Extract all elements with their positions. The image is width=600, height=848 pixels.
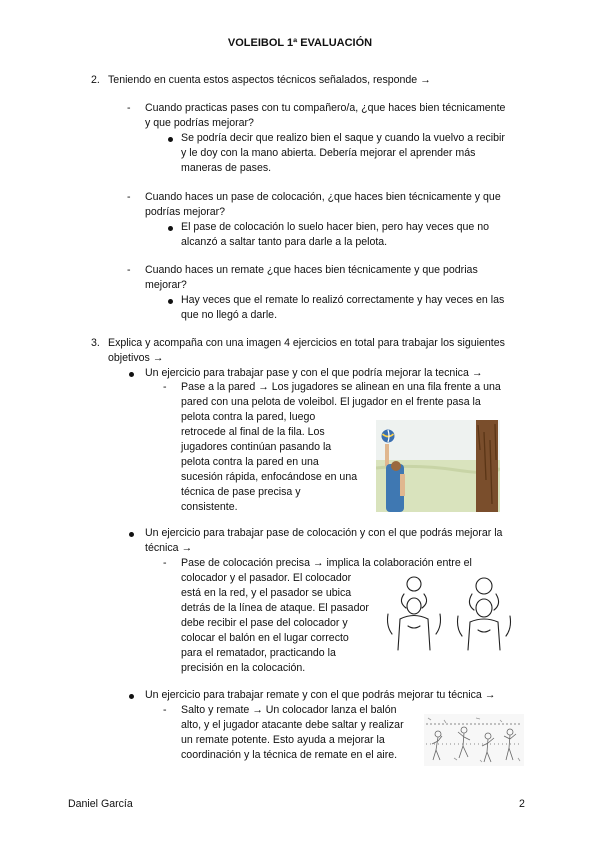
exercise-heading: técnica → — [145, 542, 193, 554]
footer-author: Daniel García — [68, 798, 133, 810]
question-number: 3. — [91, 337, 100, 349]
dash-bullet: - — [127, 102, 131, 114]
answer-text: Se podría decir que realizo bien el saque y cuando la vuelvo a recibir — [181, 132, 505, 144]
answer-text: Hay veces que el remate lo realizó correctamente y hay veces en las — [181, 294, 505, 306]
dash-bullet: - — [127, 191, 131, 203]
exercise-text: coordinación y la técnica de remate en el aire. — [181, 749, 398, 761]
bullet-dot — [168, 137, 173, 142]
answer-text: maneras de pases. — [181, 162, 272, 174]
page-title: VOLEIBOL 1ª EVALUACIÓN — [227, 37, 373, 49]
exercise-heading: Un ejercicio para trabajar pase de colocación y con el que podrás mejorar la — [145, 527, 503, 539]
exercise-text: un remate potente. Esto ayuda a mejorar la — [181, 734, 385, 746]
answer-text: y le doy con la mano abierta. Debería mejorar el aprender más — [181, 147, 476, 159]
exercise-heading: Un ejercicio para trabajar pase y con el que podría mejorar la tecnica → — [145, 367, 483, 379]
exercise-text: Pase de colocación precisa → implica la colaboración entre el — [181, 557, 472, 569]
exercise-text: para el rematador, practicando la — [181, 647, 336, 659]
sub-question: y que podrías mejorar? — [145, 117, 254, 129]
exercise-text: sucesión rápida, enfocándose en una — [181, 471, 358, 483]
exercise-text: detrás de la línea de ataque. El pasador — [181, 602, 369, 614]
exercise-text: técnica de pase precisa y — [181, 486, 301, 498]
exercise-text: retrocede al final de la fila. Los — [181, 426, 325, 438]
wall-pass-illustration — [376, 420, 500, 512]
bullet-dot — [129, 372, 134, 377]
exercise-text: está en la red, y el pasador se ubica — [181, 587, 352, 599]
bullet-dot — [129, 694, 134, 699]
exercise-text: pelota contra la pared en una — [181, 456, 319, 468]
page-number: 2 — [519, 798, 525, 810]
sub-question: podrías mejorar? — [145, 206, 226, 218]
sub-question: mejorar? — [145, 279, 187, 291]
question-prompt: objetivos → — [108, 352, 164, 364]
exercise-text: Pase a la pared → Los jugadores se alinean en una fila frente a una — [181, 381, 501, 393]
exercise-text: pelota contra la pared, luego — [181, 411, 316, 423]
exercise-text: debe recibir el pase del colocador y — [181, 617, 348, 629]
exercise-heading: Un ejercicio para trabajar remate y con el que podrás mejorar tu técnica → — [145, 689, 496, 701]
exercise-text: pared con una pelota de voleibol. El jugador en el frente pasa la — [181, 396, 481, 408]
sub-question: Cuando haces un pase de colocación, ¿que haces bien técnicamente y que — [145, 191, 501, 203]
answer-text: El pase de colocación lo suelo hacer bien, pero hay veces que no — [181, 221, 490, 233]
bullet-dot — [168, 299, 173, 304]
spike-sketch — [424, 714, 524, 766]
exercise-text: alto, y el jugador atacante debe saltar y realizar — [181, 719, 404, 731]
bullet-dot — [129, 532, 134, 537]
question-number: 2. — [91, 74, 100, 86]
answer-text: alcanzó a saltar tanto para darle a la pelota. — [181, 236, 388, 248]
sub-question: Cuando haces un remate ¿que haces bien técnicamente y que podrias — [145, 264, 478, 276]
dash-bullet: - — [163, 704, 167, 716]
bullet-dot — [168, 226, 173, 231]
exercise-text: colocar el balón en el lugar correcto — [181, 632, 349, 644]
exercise-text: precisión en la colocación. — [181, 662, 306, 674]
question-prompt: Explica y acompaña con una imagen 4 ejercicios en total para trabajar los siguientes — [108, 337, 505, 349]
exercise-text: Salto y remate → Un colocador lanza el balón — [181, 704, 397, 716]
exercise-text: consistente. — [181, 501, 238, 513]
sub-question: Cuando practicas pases con tu compañero/a, ¿que haces bien técnicamente — [145, 102, 506, 114]
exercise-text: jugadores continúan pasando la — [181, 441, 332, 453]
dash-bullet: - — [163, 557, 167, 569]
answer-text: que no llegó a darle. — [181, 309, 278, 321]
exercise-text: colocador y el pasador. El colocador — [181, 572, 352, 584]
setting-pass-sketch — [384, 574, 520, 654]
question-prompt: Teniendo en cuenta estos aspectos técnicos señalados, responde → — [108, 74, 431, 86]
dash-bullet: - — [163, 381, 167, 393]
dash-bullet: - — [127, 264, 131, 276]
